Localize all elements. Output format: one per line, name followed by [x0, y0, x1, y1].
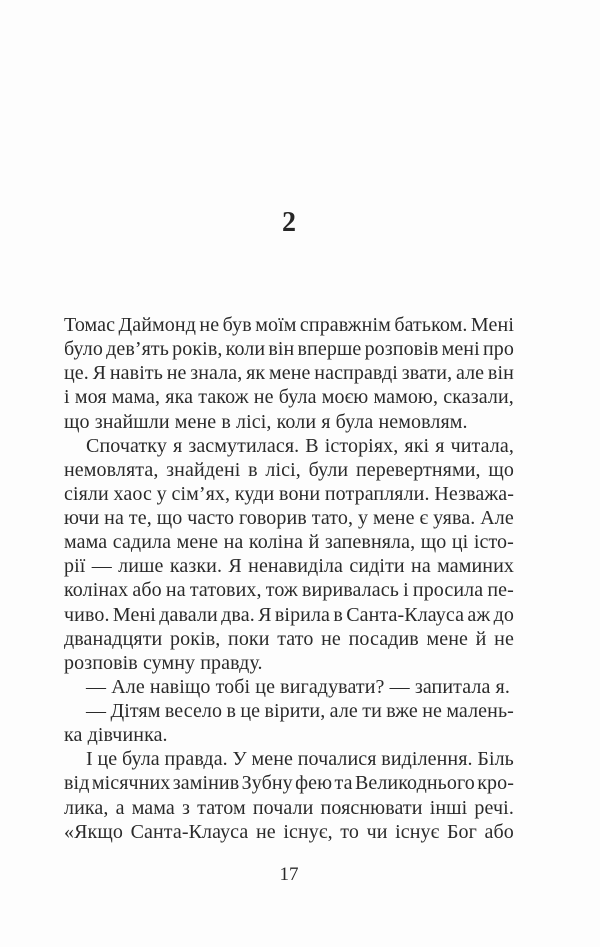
text-line: і моя мама, яка також не була моєю мамою, сказали,	[64, 386, 514, 409]
text-line: дванадцяти років, поки тато не посадив мене й не	[64, 627, 514, 650]
text-line: — Але навіщо тобі це вигадувати? — запитала я.	[86, 675, 510, 698]
text-line: «Якщо Санта-Клауса не існує, то чи існує Бог або	[64, 820, 514, 843]
page-number: 17	[279, 864, 299, 885]
text-line: від місячних замінив Зубну фею та Великоднього кро-	[64, 772, 514, 795]
text-line: немовлята, знайдені в лісі, були перевертнями, що	[64, 458, 514, 481]
text-line: розповів сумну правду.	[64, 651, 263, 674]
text-line: Томас Даймонд не був моїм справжнім батьком. Мені	[64, 314, 514, 336]
chapter-number: 2	[282, 207, 296, 238]
text-line: І це була правда. У мене почалися виділення. Біль	[86, 748, 514, 771]
text-line: сіяли хаос у сім’ях, куди вони потрапляли. Незважа-	[64, 482, 514, 505]
text-line: рії — лише казки. Я ненавиділа сидіти на маминих	[64, 555, 514, 578]
text-line: Спочатку я засмутилася. В історіях, які я читала,	[86, 434, 514, 457]
text-line: колінах або на татових, тож виривалась і просила пе-	[64, 579, 514, 602]
text-line: це. Я навіть не знала, як мене насправді звати, але він	[64, 362, 514, 385]
text-line: мама садила мене на коліна й запевняла, що ці істо-	[64, 531, 514, 554]
text-line: що знайшли мене в лісі, коли я була немовлям.	[64, 410, 468, 433]
text-line: чиво. Мені давали два. Я вірила в Санта-Клауса аж до	[64, 603, 514, 626]
text-line: лика, а мама з татом почали пояснювати інші речі.	[64, 796, 514, 819]
text-line: ка дівчинка.	[64, 724, 168, 747]
body-text	[64, 313, 514, 844]
text-line: — Дітям весело в це вірити, але ти вже не малень-	[86, 700, 514, 722]
text-line: ючи на те, що часто говорив тато, у мене є уява. Але	[64, 507, 514, 529]
text-line: було дев’ять років, коли він вперше розповів мені про	[64, 338, 514, 361]
